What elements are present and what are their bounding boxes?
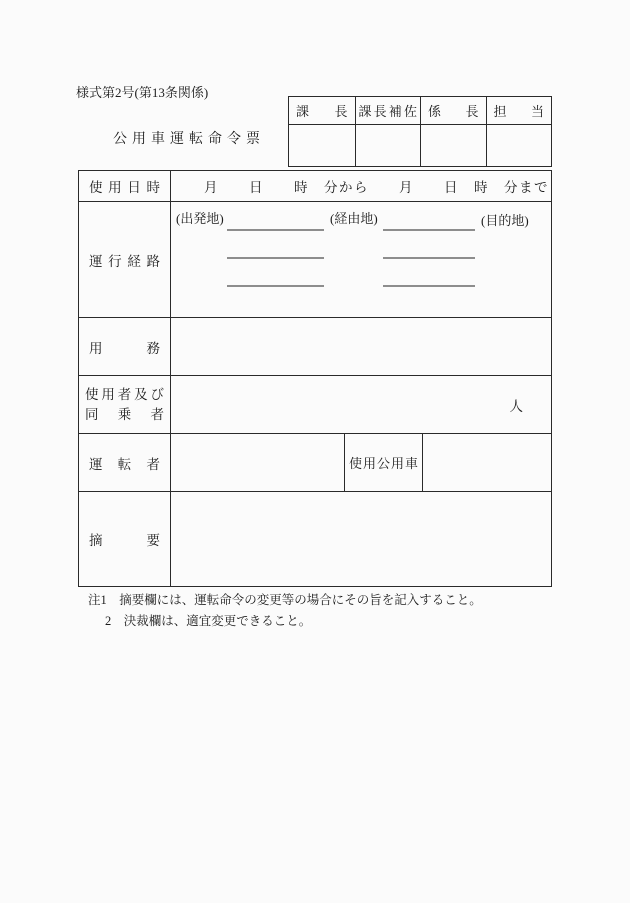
driver-label: 運 転 者 [79,434,171,491]
usage-datetime-label: 使 用 日 時 [79,171,171,201]
route-label: 運 行 経 路 [79,202,171,317]
route-line-field [227,257,324,259]
approval-stamp-box-section-chief [289,125,355,166]
route-field [171,202,551,317]
remarks-field [171,492,551,586]
approval-header-section-chief: 課 長 [289,97,355,125]
destination-label: (目的地) [481,213,529,228]
usage-datetime-field: 月 日 時 分から 月 日 時 分まで [204,180,549,195]
row-remarks [79,491,551,586]
approval-header-person-in-charge: 担 当 [486,97,552,125]
remarks-label: 摘 要 [79,492,171,586]
footnotes [88,593,482,629]
row-passengers [79,375,551,433]
footnote-1: 注1 摘要欄には、運転命令の変更等の場合にその旨を記入すること。 [88,593,482,607]
form-number: 様式第2号(第13条関係) [76,85,209,100]
approval-header-deputy-section-chief: 課 長 補 佐 [355,97,421,125]
purpose-field [171,318,551,375]
approval-stamp-box-person-in-charge [486,125,552,166]
driver-field [171,434,344,491]
footnote-2: 2 決裁欄は、適宜変更できること。 [105,614,312,628]
route-line-field [227,285,324,287]
route-line-field [227,229,324,231]
route-line-field [383,285,475,287]
order-form-table [78,170,552,587]
via-label: (経由地) [330,211,378,226]
purpose-label: 用 務 [79,318,171,375]
page-title: 公用車運転命令票 [113,132,265,147]
passengers-field [171,376,551,433]
vehicle-field [423,434,551,491]
approval-stamp-box-unit-chief [420,125,486,166]
row-usage-datetime [79,171,551,201]
row-driver [79,433,551,491]
approval-header-unit-chief: 係 長 [420,97,486,125]
departure-label: (出発地) [176,211,224,226]
row-route [79,201,551,317]
route-line-field [383,229,475,231]
route-line-field [383,257,475,259]
person-count-unit: 人 [509,398,523,414]
row-purpose [79,317,551,375]
approval-stamp-box-deputy-section-chief [355,125,421,166]
approval-stamp-table [288,96,552,167]
vehicle-label: 使 用 公 用 車 [344,434,423,491]
passengers-label: 使 用 者 及 び 同 乗 者 [79,376,171,433]
